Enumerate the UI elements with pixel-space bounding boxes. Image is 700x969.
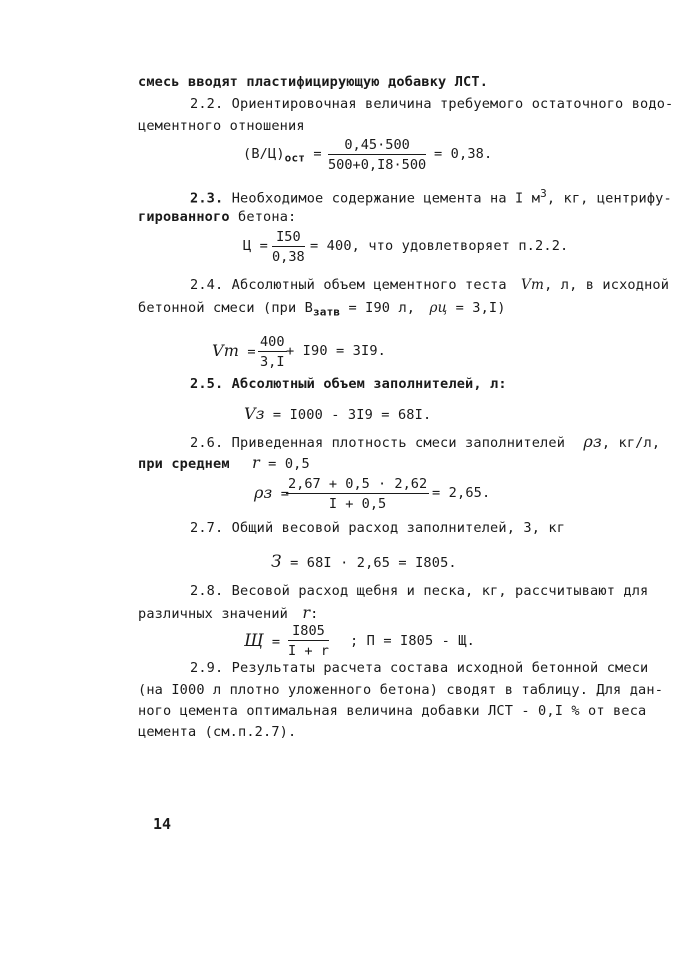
fraction xyxy=(328,137,426,173)
text: = 0,5 xyxy=(259,456,310,472)
numerator: 0,45·500 xyxy=(328,137,426,155)
section-2-3-line-2 xyxy=(138,209,296,225)
subscript: затв xyxy=(313,305,341,319)
section-2-8-line-1: 2.8. Весовой расход щебня и песка, кг, рассчитывают для xyxy=(190,583,649,599)
section-2-5: 2.5. Абсолютный объем заполнителей, л: xyxy=(190,376,507,392)
text: : xyxy=(310,606,319,622)
variable: Vm xyxy=(521,277,545,293)
formula-result: = 400, что удовлетворяет п.2.2. xyxy=(310,238,569,254)
formula-result: = 2,65. xyxy=(432,485,491,501)
section-2-9-line-3: ного цемента оптимальная величина добавки ЛСТ - 0,I % от веса xyxy=(138,703,647,719)
section-2-6-line-1 xyxy=(190,434,660,451)
text-bold: гированного xyxy=(138,209,230,225)
section-2-9-line-4: цемента (см.п.2.7). xyxy=(138,724,297,740)
variable: Vз xyxy=(244,404,265,423)
section-2-4-line-1 xyxy=(190,277,669,293)
equals-sign: = xyxy=(305,146,322,162)
text: = I90 л, xyxy=(340,300,416,316)
denominator: I + r xyxy=(288,643,329,659)
fraction xyxy=(288,623,329,659)
text: бетона: xyxy=(229,209,297,225)
text: , л, в исходной xyxy=(544,277,670,293)
fraction xyxy=(286,476,429,512)
denominator: 0,38 xyxy=(272,249,305,265)
numerator: 2,67 + 0,5 · 2,62 xyxy=(288,476,428,492)
formula-subscript: ост xyxy=(284,151,305,165)
text: , кг/л, xyxy=(601,435,661,451)
fraction xyxy=(258,334,287,370)
variable: З xyxy=(271,552,282,572)
text: , кг, центрифу- xyxy=(546,190,672,207)
text: 2.4. Абсолютный объем цементного теста xyxy=(190,277,507,293)
formula-2-5 xyxy=(244,406,431,423)
section-2-6-line-2 xyxy=(138,455,310,472)
formula-lhs: (В/Ц) xyxy=(243,146,285,162)
numerator: I50 xyxy=(272,229,305,247)
paragraph-line: смесь вводят пластифицирующую добавку ЛСТ. xyxy=(138,74,489,90)
section-2-2-line-1: 2.2. Ориентировочная величина требуемого остаточного водо- xyxy=(190,96,674,112)
section-2-8-line-2 xyxy=(138,605,319,622)
formula-2-7 xyxy=(271,554,457,571)
section-2-9-line-2: (на I000 л плотно уложенного бетона) сводят в таблицу. Для дан- xyxy=(138,682,664,698)
formula-result: = I000 - 3I9 = 68I. xyxy=(264,407,432,423)
section-2-7: 2.7. Общий весовой расход заполнителей, З, кг xyxy=(190,520,566,536)
equals-sign: = xyxy=(263,634,281,650)
page-number: 14 xyxy=(153,815,172,833)
section-2-2-line-2: цементного отношения xyxy=(138,118,305,134)
variable: r xyxy=(252,453,260,472)
variable: ρз xyxy=(254,483,273,502)
text: различных значений xyxy=(138,606,289,622)
fraction xyxy=(272,229,305,265)
formula-result: = 68I · 2,65 = I805. xyxy=(281,555,457,571)
denominator: 500+0,I8·500 xyxy=(328,157,427,173)
variable: Vm xyxy=(212,341,240,360)
text-bold: при среднем xyxy=(138,456,230,472)
numerator: 400 xyxy=(260,334,285,350)
text: бетонной смеси (при B xyxy=(138,300,314,316)
variable: r xyxy=(302,603,311,622)
formula-lhs: Ц = xyxy=(243,238,269,254)
text: Необходимое содержание цемента на I м xyxy=(231,190,541,207)
section-2-4-line-2 xyxy=(138,300,506,321)
superscript: 3 xyxy=(540,187,547,200)
variable: Щ xyxy=(244,631,264,651)
text: 2.6. Приведенная плотность смеси заполнителей xyxy=(190,435,566,451)
section-number: 2.3. xyxy=(190,190,224,207)
variable: ρз xyxy=(583,432,602,451)
numerator: I805 xyxy=(288,623,329,641)
section-2-9-line-1: 2.9. Результаты расчета состава исходной бетонной смеси xyxy=(190,660,649,676)
formula-result: ; П = I805 - Щ. xyxy=(350,633,476,649)
denominator: I + 0,5 xyxy=(328,496,387,512)
text: = 3,I) xyxy=(447,300,506,316)
equals-sign: = xyxy=(272,486,290,502)
equals-sign: = xyxy=(239,344,256,360)
section-2-3-line-1 xyxy=(190,186,672,207)
variable: ρц xyxy=(429,300,448,316)
denominator: 3,I xyxy=(260,354,285,370)
formula-result: + I90 = 3I9. xyxy=(286,343,387,359)
formula-result: = 0,38. xyxy=(434,146,493,162)
